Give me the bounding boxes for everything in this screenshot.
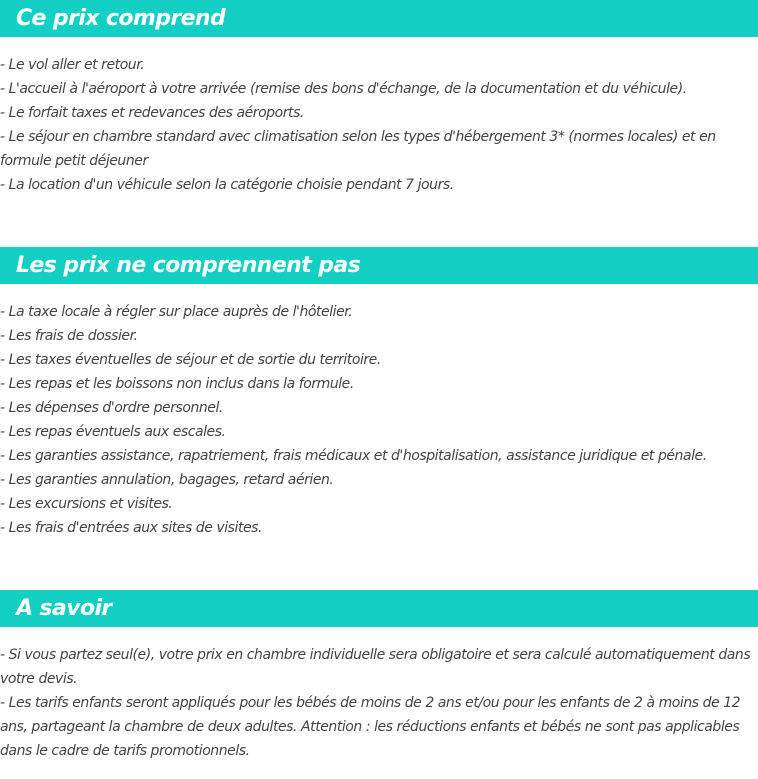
list-item: - Les frais d'entrées aux sites de visites. (0, 520, 263, 536)
list-item: - Les repas et les boissons non inclus dans la formule. (0, 376, 354, 392)
list-item: - L'accueil à l'aéroport à votre arrivée (remise des bons d'échange, de la documentation et du véhicule). (0, 81, 687, 97)
list-item: - Les frais de dossier. (0, 328, 138, 344)
list-item: - Les garanties annulation, bagages, retard aérien. (0, 472, 334, 488)
section-title: Les prix ne comprennent pas (16, 253, 361, 278)
section-header-les-prix-ne-comprennent-pas (0, 247, 758, 284)
section-title: A savoir (16, 596, 112, 621)
list-item: - Les dépenses d'ordre personnel. (0, 400, 223, 416)
list-item: - Le forfait taxes et redevances des aéroports. (0, 105, 304, 121)
list-item: - La location d'un véhicule selon la catégorie choisie pendant 7 jours. (0, 177, 454, 193)
section-header-a-savoir (0, 590, 758, 627)
list-item: - Le vol aller et retour. (0, 57, 145, 73)
good-to-know-list (0, 643, 758, 763)
included-list (0, 53, 758, 197)
list-item: - Les garanties assistance, rapatriement, frais médicaux et d'hospitalisation, assistance juridique et pénale. (0, 448, 707, 464)
list-item: - Les taxes éventuelles de séjour et de sortie du territoire. (0, 352, 381, 368)
list-item: - La taxe locale à régler sur place auprès de l'hôtelier. (0, 304, 353, 320)
list-item: - Les repas éventuels aux escales. (0, 424, 226, 440)
section-header-ce-prix-comprend (0, 0, 758, 37)
section-title: Ce prix comprend (16, 6, 226, 31)
list-item: - Les tarifs enfants seront appliqués pour les bébés de moins de 2 ans et/ou pour les enfants de 2 à moins de 12 ans, partageant la chambre de deux adultes. Attention : les réductions enfants et bébés ne sont pas applicables dans le cadre de tarifs promotionnels. (0, 695, 741, 759)
list-item: - Si vous partez seul(e), votre prix en chambre individuelle sera obligatoire et sera calculé automatiquement dans votre devis. (0, 647, 751, 687)
list-item: - Le séjour en chambre standard avec climatisation selon les types d'hébergement 3* (normes locales) et en formule petit déjeuner (0, 129, 716, 169)
list-item: - Les excursions et visites. (0, 496, 173, 512)
not-included-list (0, 300, 758, 540)
